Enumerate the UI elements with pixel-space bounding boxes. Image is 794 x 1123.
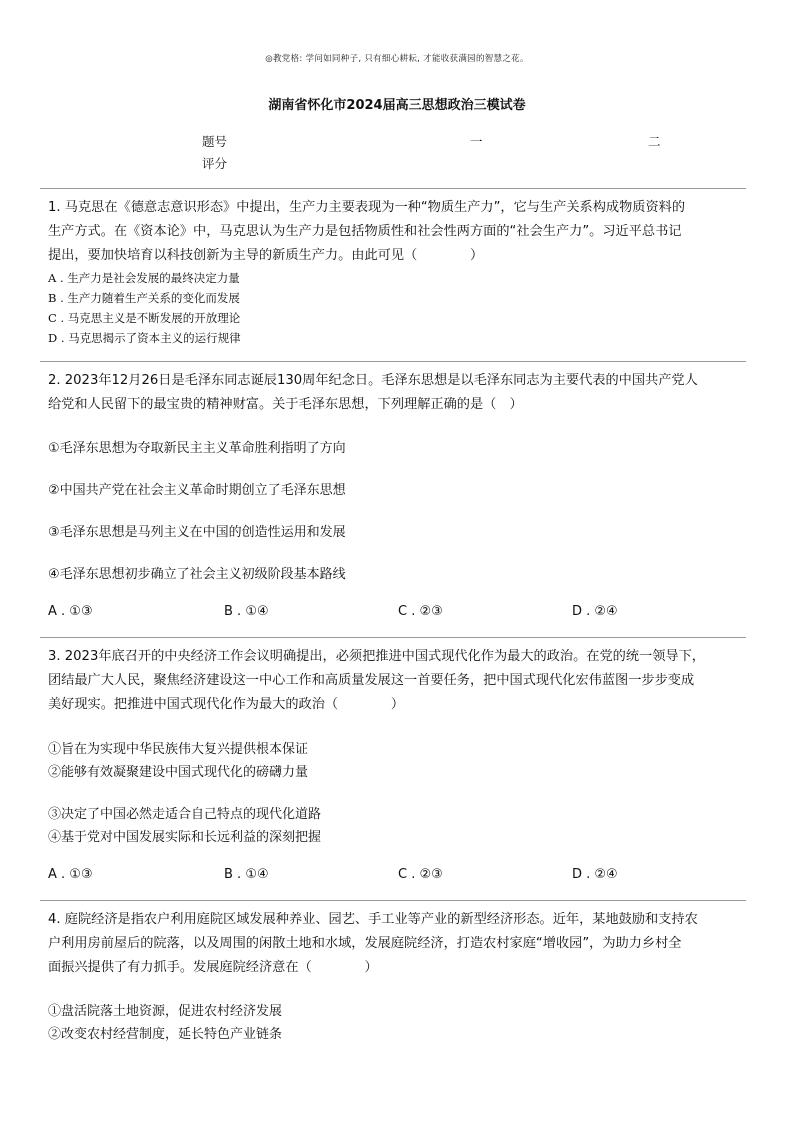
question-3 (48, 645, 746, 717)
choice-c: C . ②③ (398, 604, 443, 619)
option-c: C . 马克思主义是不断发展的开放理论 (48, 311, 241, 325)
choice-b: B . ①④ (224, 867, 269, 882)
statement-1: ①盘活院落土地资源，促进农村经济发展 (48, 1004, 283, 1019)
score-table (202, 132, 682, 176)
question-line: 2. 2023年12月26日是毛泽东同志诞辰130周年纪念日。毛泽东思想是以毛泽东同志为主要代表的中国共产党人 (48, 373, 698, 388)
question-2 (48, 369, 746, 417)
question-line: 美好现实。把推进中国式现代化作为最大的政治（ ） (48, 697, 405, 712)
exam-title: 湖南省怀化市2024届高三思想政治三模试卷 (268, 98, 526, 113)
divider (40, 900, 746, 901)
score-label-number: 题号 (202, 134, 228, 149)
statement-1: ①旨在为实现中华民族伟大复兴提供根本保证 (48, 742, 309, 757)
question-line: 提出，要加快培育以科技创新为主导的新质生产力。由此可见（ ） (48, 248, 484, 263)
choice-b: B . ①④ (224, 604, 269, 619)
score-label-score: 评分 (202, 156, 228, 171)
header-motto: ◎教党格: 学问如同种子, 只有细心耕耘, 才能收获满园的智慧之花。 (265, 54, 529, 64)
question-line: 3. 2023年底召开的中央经济工作会议明确提出，必须把推进中国式现代化作为最大的政治。在党的统一领导下， (48, 649, 705, 664)
statement-1: ①毛泽东思想为夺取新民主主义革命胜利指明了方向 (48, 441, 346, 456)
divider (40, 361, 746, 362)
question-line: 4. 庭院经济是指农户利用庭院区域发展种养业、园艺、手工业等产业的新型经济形态。近年，某地鼓励和支持农 (48, 912, 698, 927)
question-line: 给党和人民留下的最宝贵的精神财富。关于毛泽东思想，下列理解正确的是（ ） (48, 397, 523, 412)
divider (40, 188, 746, 189)
option-d: D . 马克思揭示了资本主义的运行规律 (48, 331, 241, 345)
choice-a: A . ①③ (48, 604, 93, 619)
option-b: B . 生产力随着生产关系的变化而发展 (48, 291, 240, 305)
statement-3: ③决定了中国必然走适合自己特点的现代化道路 (48, 807, 322, 822)
statement-3: ③毛泽东思想是马列主义在中国的创造性运用和发展 (48, 525, 346, 540)
score-row-number (202, 132, 682, 154)
statement-2: ②中国共产党在社会主义革命时期创立了毛泽东思想 (48, 483, 346, 498)
question-line: 团结最广大人民，聚焦经济建设这一中心工作和高质量发展这一首要任务，把中国式现代化宏伟蓝图一步步变成 (48, 673, 695, 688)
statement-2: ②能够有效凝聚建设中国式现代化的磅礴力量 (48, 765, 309, 780)
question-line: 户利用房前屋后的院落，以及周围的闲散土地和水域，发展庭院经济，打造农村家庭“增收园”，为助力乡村全 (48, 936, 682, 951)
choice-d: D . ②④ (572, 604, 618, 619)
question-4 (48, 908, 746, 980)
score-col-2: 二 (648, 134, 661, 149)
score-row-score (202, 154, 682, 176)
option-a: A . 生产力是社会发展的最终决定力量 (48, 271, 240, 285)
statement-4: ④基于党对中国发展实际和长远利益的深刻把握 (48, 830, 322, 845)
question-line: 面振兴提供了有力抓手。发展庭院经济意在（ ） (48, 960, 378, 975)
divider (40, 637, 746, 638)
question-1 (48, 196, 746, 348)
question-line: 生产方式。在《资本论》中，马克思认为生产力是包括物质性和社会性两方面的“社会生产力”。习近平总书记 (48, 224, 682, 239)
choice-d: D . ②④ (572, 867, 618, 882)
statement-4: ④毛泽东思想初步确立了社会主义初级阶段基本路线 (48, 567, 346, 582)
score-col-1: 一 (470, 134, 483, 149)
choice-c: C . ②③ (398, 867, 443, 882)
question-line: 1. 马克思在《德意志意识形态》中提出，生产力主要表现为一种“物质生产力”，它与生产关系构成物质资料的 (48, 200, 686, 215)
choice-a: A . ①③ (48, 867, 93, 882)
statement-2: ②改变农村经营制度，延长特色产业链条 (48, 1027, 283, 1042)
